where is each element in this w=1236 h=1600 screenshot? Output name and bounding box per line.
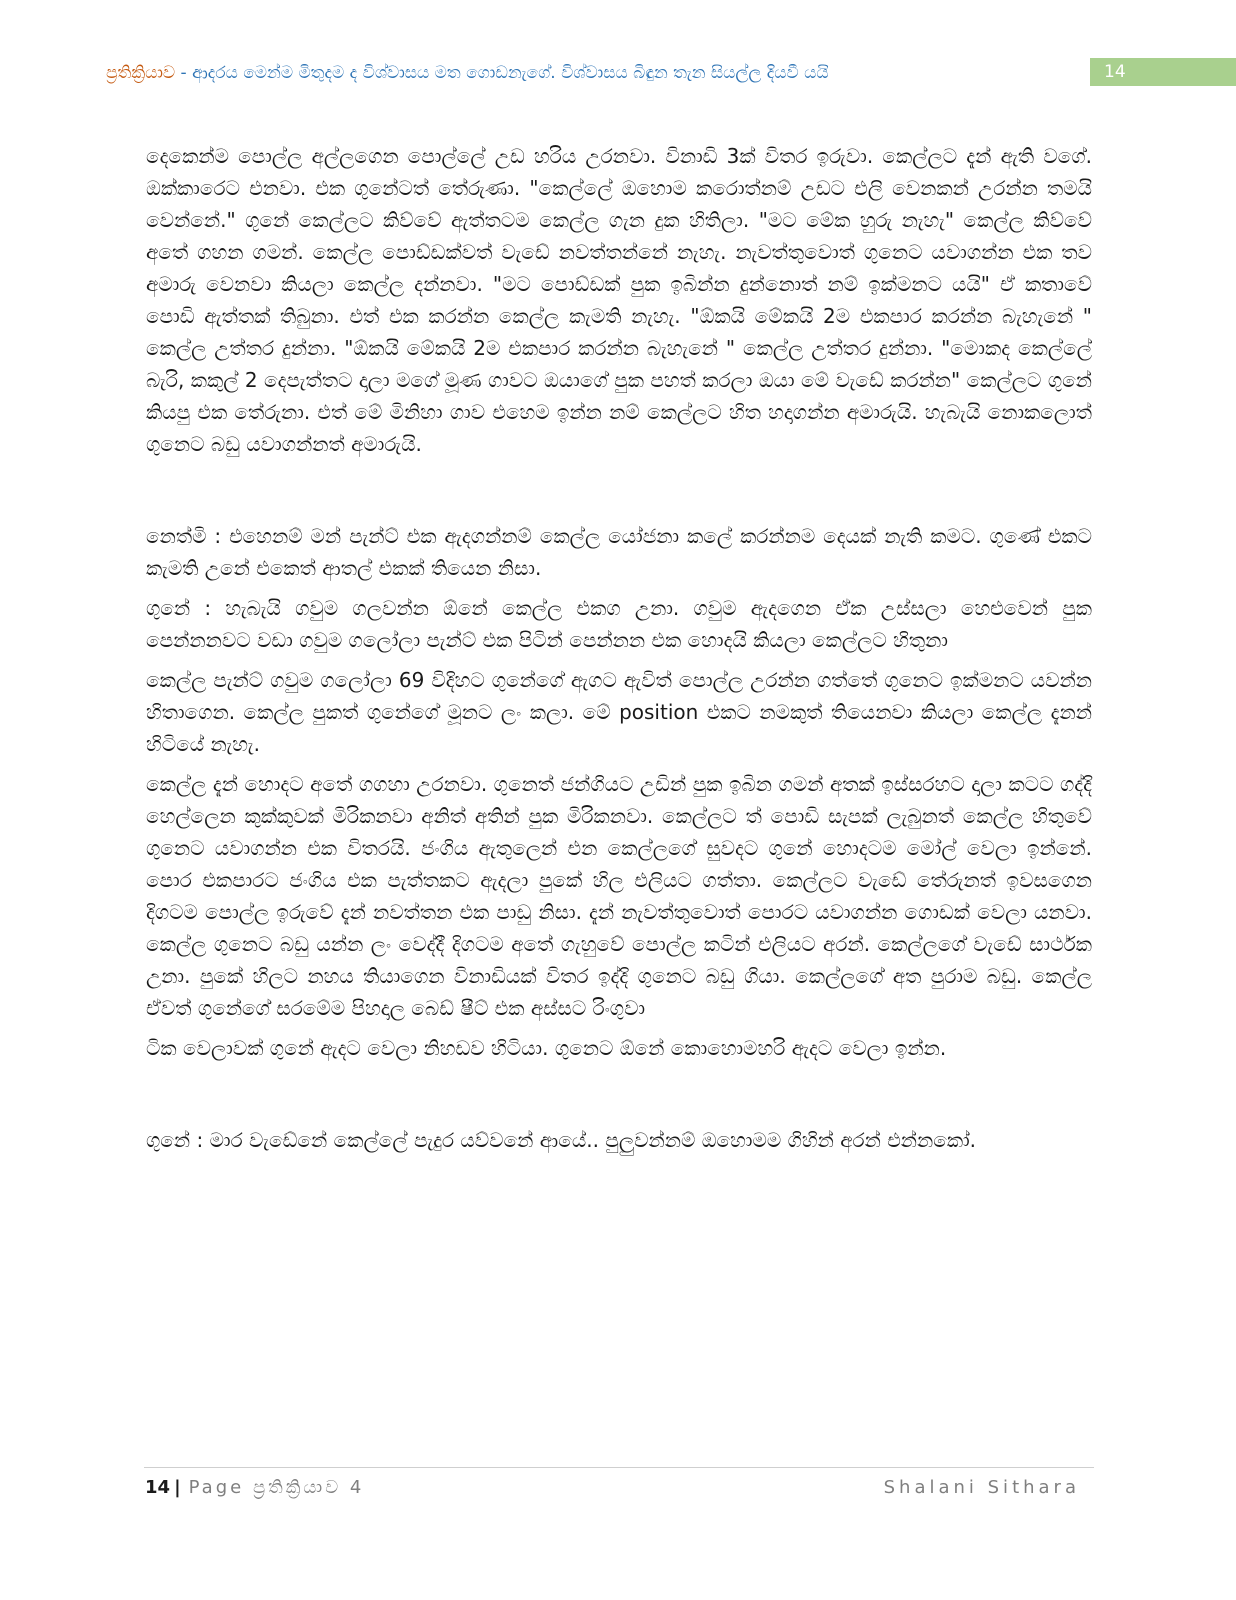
footer-page-label: Page ප්‍රතික්‍රියාව 4 bbox=[188, 1477, 365, 1498]
footer-separator: | bbox=[174, 1477, 181, 1498]
paragraph: ටික වෙලාවක් ගුනේ ඇදට වෙලා නිහඩව හිටියා. ගුනෙට ඕනේ කොහොමහරි ඇදට වෙලා ඉන්න. bbox=[146, 1036, 947, 1060]
paragraph: දෙකෙන්ම පොල්ල අල්ලගෙන පොල්ලේ උඩ හරිය උරනවා. විනාඩි 3ක් විතර ඉරුවා. කෙල්ලට දැන් ඇති වගේ. ඔක්කාරෙට එනවා. එක ගුනේටත් තේරුණා. "කෙල්ලේ ඔහොම කරොත්නම් උඩට එලි වෙනකන් උරන්න තමයි වෙන්නේ." ගුනේ කෙල්ලට කිව්වේ ඇත්තටම කෙල්ල ගැන දුක හිතිලා. "මට මේක හුරු නැහැ" කෙල්ල කිව්වේ අතේ ගහන ගමන්. කෙල්ල පොඩ්ඩක්වත් වැඩේ නවත්තන්නේ නැහැ. නැවත්තුවොත් ගුනෙට යවාගන්න එක තව අමාරු වෙනවා කියලා කෙල්ල දන්නවා. "මට පොඩ්ඩක් පුක ඉබින්න දුන්නොත් නම් ඉක්මනට යයි" ඒ කතාවේ පොඩි ඇත්තක් තිබුනා. එත් එක කරන්න කෙල්ල කැමති නැහැ. "ඕකයි මේකයි 2ම එකපාර කරන්න බැහැනේ " කෙල්ල උත්තර දුන්නා. "ඕකයි මේකයි 2ම එකපාර කරන්න බැහැනේ " කෙල්ල උත්තර දුන්නා. "මොකද කෙල්ලේ බැරි, කකුල් 2 දෙපැත්තට දාලා මගේ මූණ ගාවට ඔයාගේ පුක පහත් කරලා ඔයා මේ වැඩේ කරන්න" කෙල්ලට ගුනේ කියපු එක තේරුනා. එත් මේ මිනිහා ගාව එහෙම ඉන්න නම් කෙල්ලට හිත හදාගන්න අමාරුයි. හැබැයි නොකලොත් ගුනෙට බඩු යවාගන්නත් අමාරුයි. bbox=[146, 144, 1092, 456]
header-subtitle: - ආදරය මෙන්ම මිතුදම ද විශ්වාසය මත ගොඩනැගේ. විශ්වාසය බිඳුන තැන සියල්ල දියවී යයි bbox=[175, 63, 829, 83]
paragraph: ගුනේ : මාර වැඩේනේ කෙල්ලේ පැදුර යව්වනේ ආයේ.. පුලුවන්නම් ඔහොමම ගිහින් අරන් එන්නකෝ. bbox=[146, 1128, 977, 1152]
footer-divider bbox=[144, 1467, 1094, 1468]
footer-page-number: 14 bbox=[145, 1477, 171, 1498]
document-body bbox=[146, 140, 1092, 1156]
paragraph: කෙල්ල පැන්ට් ගවුම ගලෝලා 69 විදිහට ගුනේගේ ඇගට ඇවිත් පොල්ල උරන්න ගත්තේ ගුනෙට ඉක්මනට යවන්න හිතාගෙන. කෙල්ල පුකත් ගුනේගේ මූනට ලං කලා. මේ position එකට නමකුත් තියෙනවා කියලා කෙල්ල දැනන් හිටියේ නැහැ. bbox=[146, 668, 1092, 756]
paragraph: නෙත්මි : එහෙනම් මන් පැන්ට් එක ඇදගන්නම් කෙල්ල යෝජනා කලේ කරන්නම දෙයක් නැති කමට. ගුණේ එකට කැමති උනේ එකෙත් ආතල් එකක් තියෙන නිසා. bbox=[146, 524, 1092, 580]
header-page-number: 14 bbox=[1090, 58, 1236, 86]
footer-author: Shalani Sithara bbox=[883, 1477, 1080, 1498]
paragraph: කෙල්ල දැන් හොදට අතේ ගගහා උරනවා. ගුනෙත් ජන්ගියට උඩින් පුක ඉබින ගමන් අතක් ඉස්සරහට දාලා කටට ගද්දි හෙල්ලෙන කුක්කුවක් මිරිකනවා අනිත් අතින් පුක මිරිකනවා. කෙල්ලට ත් පොඩි සැපක් ලැබුනත් කෙල්ල හිතුවේ ගුනෙට යවාගන්න එක විතරයි. ජංගිය ඇතුලෙන් එන කෙල්ලගේ සුවදට ගුනේ හොදටම මෝල් වෙලා ඉන්නේ. පොර එකපාරට ජංගිය එක පැත්තකට ඇදලා පුකේ හිල එලියට ගත්තා. කෙල්ලට වැඩේ තේරුනත් ඉවසගෙන දිගටම පොල්ල ඉරුවේ දැන් නවත්තන එක පාඩු නිසා. දැන් නැවත්තුවොත් පොරට යවාගන්න ගොඩක් වෙලා යනවා. කෙල්ල ගුනෙට බඩු යන්න ලං වෙද්දී දිගටම අතේ ගැහුවේ පොල්ල කටින් එලියට අරන්. කෙල්ලගේ වැඩේ සාර්ථක උනා. පුකේ හිලට නහය තියාගෙන විනාඩියක් විතර ඉද්දි ගුනෙට බඩු ගියා. කෙල්ලගේ අත පුරාම බඩු. කෙල්ල ඒවත් ගුනේගේ සරමේම පිහදාල බෙඩ් ෂීට් එක අස්සට රිංගුවා bbox=[146, 772, 1092, 1020]
header-title bbox=[106, 60, 1081, 86]
page-header bbox=[0, 58, 1236, 88]
header-brand: ප්‍රතික්‍රියාව bbox=[106, 63, 176, 83]
paragraph: ගුනේ : හැබැයි ගවුම ගලවන්න ඕනේ කෙල්ල එකග උනා. ගවුම ඇදගෙන ඒක උස්සලා හෙළුවෙන් පුක පෙන්නනවට වඩා ගවුම ගලෝලා පැන්ට් එක පිටින් පෙන්නන එක හොදයි කියලා කෙල්ලට හිතුනා bbox=[146, 596, 1092, 652]
footer-page-info bbox=[145, 1475, 364, 1501]
